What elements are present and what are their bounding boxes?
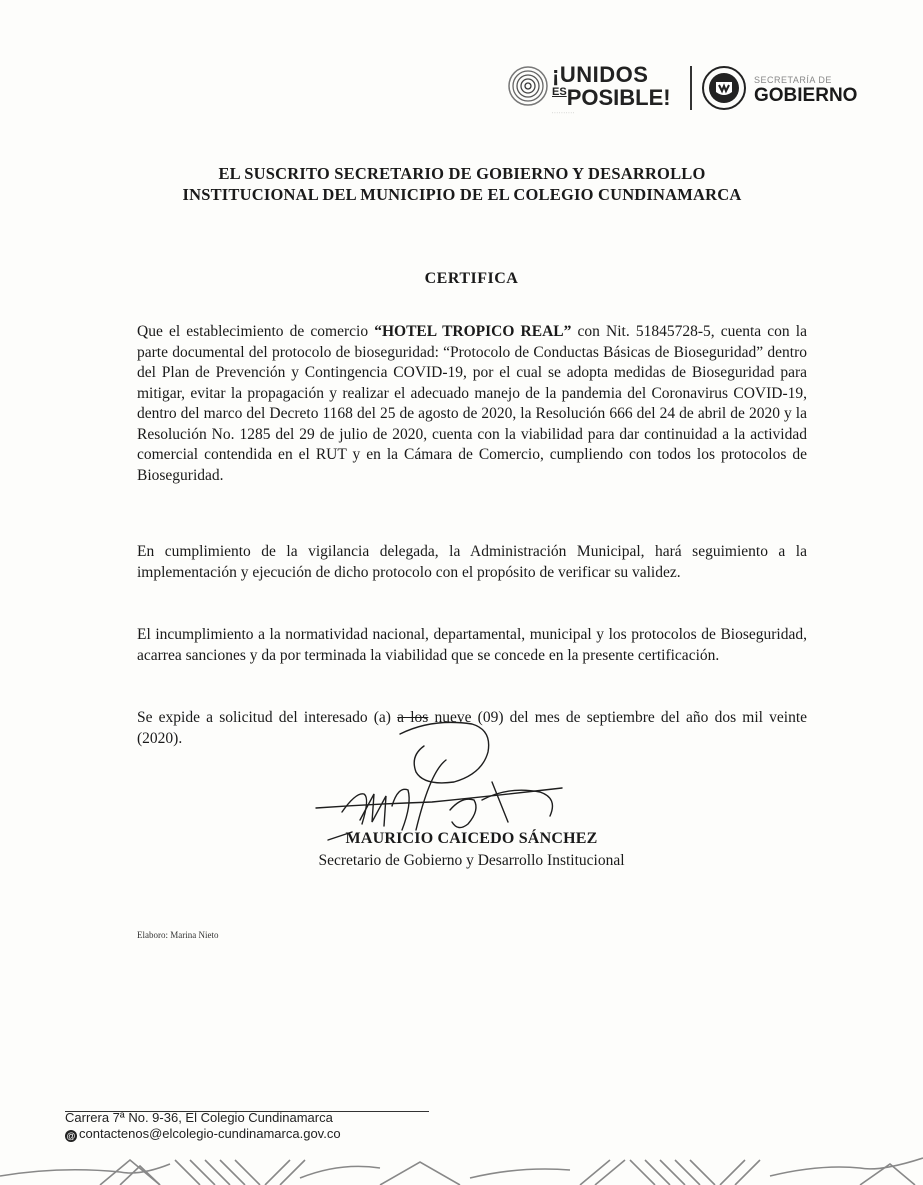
- secretaria-gobierno-logo: SECRETARÍA DE GOBIERNO: [754, 75, 858, 106]
- paragraph-2: En cumplimiento de la vigilancia delegada, la Administración Municipal, hará seguimiento a la implementación y ejecución de dicho protocolo con el propósito de verificar su validez.: [137, 543, 807, 581]
- paragraph-3: El incumplimiento a la normatividad nacional, departamental, municipal y los protocolos de Bioseguridad, acarrea sanciones y da por terminada la viabilidad que se concede en la presente certificación.: [137, 626, 807, 664]
- signatory-name: MAURICIO CAICEDO SÁNCHEZ: [345, 830, 598, 847]
- struck-text: a los: [397, 709, 429, 726]
- hotel-name: “HOTEL TROPICO REAL”: [374, 323, 572, 340]
- footer-email-row: [65, 1126, 341, 1142]
- fingerprint-seal-icon: [508, 66, 548, 106]
- header-logos: [508, 64, 878, 118]
- footer-address: Carrera 7ª No. 9-36, El Colegio Cundinamarca: [65, 1110, 333, 1125]
- email-icon: @: [66, 1131, 76, 1141]
- document-heading: EL SUSCRITO SECRETARIO DE GOBIERNO Y DESARROLLO INSTITUCIONAL DEL MUNICIPIO DE EL COLEGIO CUNDINAMARCA: [182, 164, 742, 204]
- paragraph-4: Se expide a solicitud del interesado (a) a los nueve (09) del mes de septiembre del año dos mil veinte (2020).: [137, 709, 808, 747]
- footer-email[interactable]: contactenos@elcolegio-cundinamarca.gov.co: [79, 1126, 341, 1141]
- unidos-es-posible-logo: ¡UNIDOS ESPOSIBLE! ··········: [552, 62, 671, 115]
- decorative-footer-pattern: [0, 1152, 923, 1185]
- signatory-role: Secretario de Gobierno y Desarrollo Institucional: [318, 852, 625, 869]
- municipal-seal-icon: [702, 66, 746, 110]
- footer-contact: [65, 1110, 341, 1142]
- logo-divider: [690, 66, 692, 110]
- certifica-title: CERTIFICA: [424, 270, 519, 287]
- paragraph-1: Que el establecimiento de comercio “HOTEL TROPICO REAL” con Nit. 51845728-5, cuenta con la parte documental del protocolo de bioseguridad: “Protocolo de Conductas Básicas de Bioseguridad” dentro del Plan de Prevención y Contingencia COVID-19, por el cual se adopta medidas de Bioseguridad para mitigar, evitar la propagación y realizar el adecuado manejo de la pandemia del Coronavirus COVID-19, dentro del marco del Decreto 1168 del 25 de agosto de 2020, la Resolución 666 del 24 de abril de 2020 y la Resolución No. 1285 del 29 de julio de 2020, cuenta con la viabilidad para dar continuidad a la actividad comercial contendida en el RUT y en la Cámara de Comercio, cumpliendo con todos los protocolos de Bioseguridad.: [137, 323, 807, 484]
- elaborated-by: Elaboro: Marina Nieto: [137, 930, 219, 940]
